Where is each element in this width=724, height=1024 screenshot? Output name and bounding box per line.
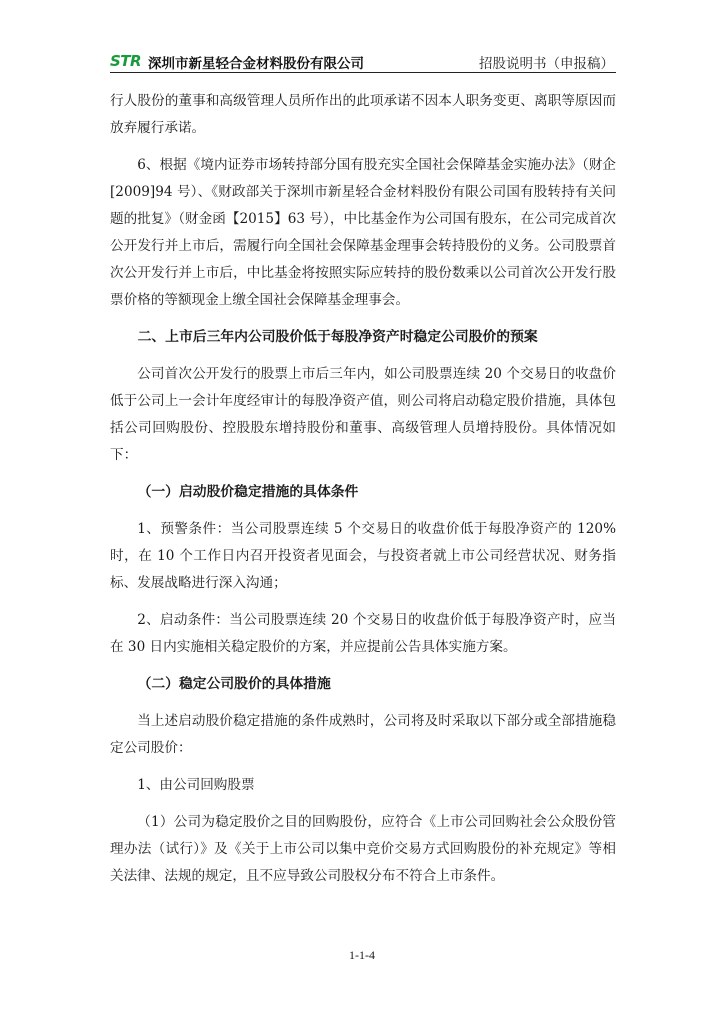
company-logo: STR bbox=[110, 52, 142, 70]
paragraph-start-condition: 2、启动条件：当公司股票连续 20 个交易日的收盘价低于每股净资产时，应当在 30 日内实施相关稳定股价的方案，并应提前公告具体实施方案。 bbox=[110, 612, 616, 655]
document-body bbox=[110, 88, 616, 900]
subsection-heading-1: （一）启动股价稳定措施的具体条件 bbox=[137, 484, 359, 500]
paragraph-warning-condition: 1、预警条件：当公司股票连续 5 个交易日的收盘价低于每股净资产的 120%时，在 10 个工作日内召开投资者见面会，与投资者就上市公司经营状况、财务指标、发展战略进行深入沟通； bbox=[110, 521, 616, 591]
paragraph-continued: 行人股份的董事和高级管理人员所作出的此项承诺不因本人职务变更、离职等原因而放弃履行承诺。 bbox=[110, 93, 616, 136]
page-number: 1-1-4 bbox=[349, 948, 375, 962]
paragraph-item-6: 6、根据《境内证券市场转持部分国有股充实全国社会保障基金实施办法》（财企[2009]94 号）、《财政部关于深圳市新星轻合金材料股份有限公司国有股转持有关问题的批复》（财金函【2015】63 号），中比基金作为公司国有股东，在公司完成首次公开发行并上市后，需履行向全国社会保障基金理事会转持股份的义务。公司股票首次公开发行并上市后，中比基金将按照实际应转持的股份数乘以公司首次公开发行股票价格的等额现金上缴全国社会保障基金理事会。 bbox=[110, 157, 616, 308]
paragraph-intro: 公司首次公开发行的股票上市后三年内，如公司股票连续 20 个交易日的收盘价低于公司上一会计年度经审计的每股净资产值，则公司将启动稳定股价措施，具体包括公司回购股份、控股股东增持股份和董事、高级管理人员增持股份。具体情况如下： bbox=[110, 366, 616, 463]
section-heading: 二、上市后三年内公司股价低于每股净资产时稳定公司股价的预案 bbox=[137, 329, 538, 345]
page-header bbox=[110, 50, 616, 73]
paragraph-buyback-rule: （1）公司为稳定股价之目的回购股份，应符合《上市公司回购社会公众股份管理办法（试行）》及《关于上市公司以集中竞价交易方式回购股份的补充规定》等相关法律、法规的规定，且不应导致公司股权分布不符合上市条件。 bbox=[110, 814, 616, 884]
paragraph-measures-intro: 当上述启动股价稳定措施的条件成熟时，公司将及时采取以下部分或全部措施稳定公司股价： bbox=[110, 713, 616, 756]
subsection-heading-2: （二）稳定公司股价的具体措施 bbox=[137, 676, 331, 692]
paragraph-buyback-title: 1、由公司回购股票 bbox=[137, 777, 255, 793]
company-name: 深圳市新星轻合金材料股份有限公司 bbox=[148, 56, 364, 72]
document-type: 招股说明书（申报稿） bbox=[479, 56, 614, 72]
